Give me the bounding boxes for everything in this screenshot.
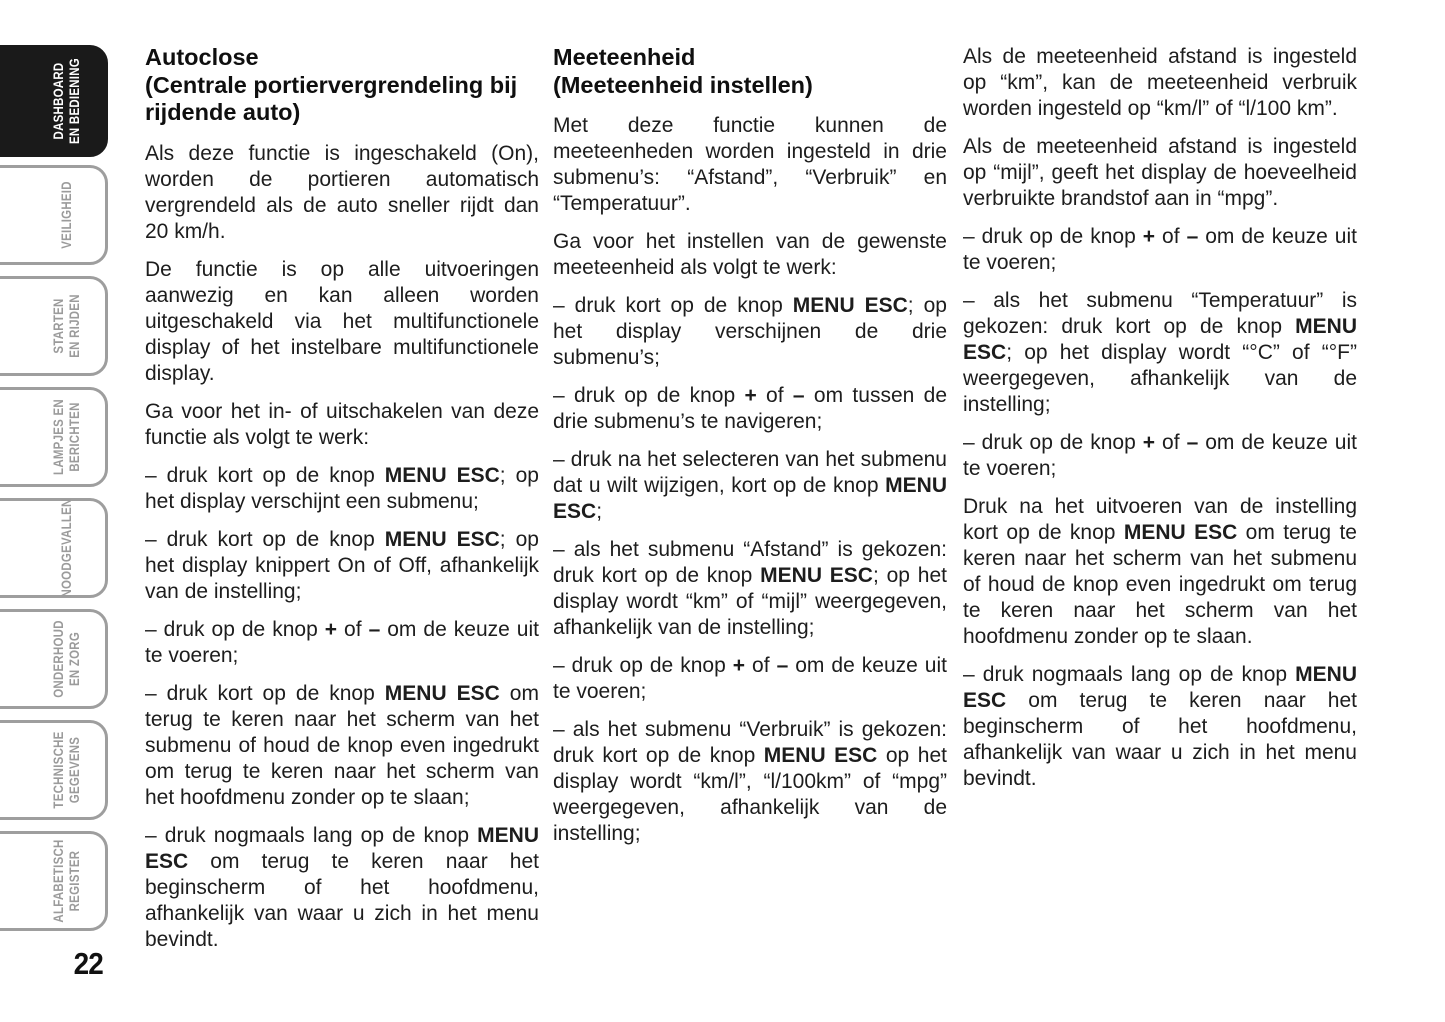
heading-subtitle: (Meeteenheid instellen)	[553, 71, 813, 98]
list-item: – als het submenu “Temperatuur” is gekozen: druk kort op de knop MENU ESC; op het display wordt “°C” of “°F” weergegeven, afhankelijk van de instelling;	[963, 289, 1357, 416]
list-item: – druk nogmaals lang op de knop MENU ESC om terug te keren naar het beginscherm of het hoofdmenu, afhankelijk van waar u zich in het menu bevindt.	[963, 663, 1357, 790]
sidebar-tab-lampjes-en-berichten[interactable]	[0, 387, 108, 487]
page-number: 22	[73, 946, 103, 981]
sidebar-tab-label: DASHBOARD EN BEDIENING	[50, 58, 82, 144]
list-item: – druk kort op de knop MENU ESC; op het display verschijnen de drie submenu’s;	[553, 294, 947, 369]
paragraph: Als deze functie is ingeschakeld (On), worden de portieren automatisch vergrendeld als de auto sneller rijdt dan 20 km/h.	[145, 141, 539, 243]
sidebar-tab-label: ONDERHOUD EN ZORG	[50, 620, 82, 698]
list-item: – druk kort op de knop MENU ESC; op het display verschijnt een submenu;	[145, 463, 539, 513]
sidebar-tab-dashboard-en-bediening[interactable]	[0, 45, 108, 157]
sidebar-tab-label: NOODGEVALLEN	[58, 498, 74, 598]
list-item: – als het submenu “Verbruik” is gekozen: druk kort op de knop MENU ESC op het display wordt “km/l”, “l/100km” of “mpg” weergegeven, afhankelijk van de instelling;	[553, 718, 947, 845]
column-meeteenheid-vervolg	[963, 44, 1357, 804]
column-meeteenheid	[553, 44, 947, 859]
sidebar-tab-noodgevallen[interactable]	[0, 498, 108, 598]
section-heading-meeteenheid	[553, 44, 947, 99]
heading-title: Meeteenheid	[553, 44, 696, 70]
sidebar-tab-label: TECHNISCHE GEGEVENS	[50, 731, 82, 809]
list-item: – druk na het selecteren van het submenu dat u wilt wijzigen, kort op de knop MENU ESC;	[553, 448, 947, 523]
list-item: – druk op de knop + of – om de keuze uit te voeren;	[963, 225, 1357, 274]
list-item: – druk nogmaals lang op de knop MENU ESC om terug te keren naar het beginscherm of het hoofdmenu, afhankelijk van waar u zich in het menu bevindt.	[145, 823, 539, 951]
paragraph: Ga voor het instellen van de gewenste meeteenheid als volgt te werk:	[553, 230, 947, 279]
sidebar-tab-onderhoud-en-zorg[interactable]	[0, 609, 108, 709]
heading-subtitle: (Centrale portiervergrendeling bij rijdende auto)	[145, 71, 518, 125]
paragraph: Als de meeteenheid afstand is ingesteld op “mijl”, geeft het display de hoeveelheid verbruikte brandstof aan in “mpg”.	[963, 135, 1357, 210]
list-item: – druk kort op de knop MENU ESC; op het display knippert On of Off, afhankelijk van de instelling;	[145, 527, 539, 603]
list-item: – als het submenu “Afstand” is gekozen: druk kort op de knop MENU ESC; op het display wordt “km” of “mijl” weergegeven, afhankelijk van de instelling;	[553, 538, 947, 639]
sidebar-tab-alfabetisch-register[interactable]	[0, 831, 108, 931]
paragraph: De functie is op alle uitvoeringen aanwezig en kan alleen worden uitgeschakeld via het multifunctionele display of het instelbare multifunctionele display.	[145, 257, 539, 385]
chapter-tab-rail	[0, 45, 108, 942]
sidebar-tab-label: ALFABETISCH REGISTER	[50, 839, 82, 923]
paragraph: Ga voor het in- of uitschakelen van deze functie als volgt te werk:	[145, 399, 539, 449]
sidebar-tab-label: STARTEN EN RIJDEN	[50, 294, 82, 358]
sidebar-tab-veiligheid[interactable]	[0, 165, 108, 265]
sidebar-tab-label: LAMPJES EN BERICHTEN	[50, 399, 82, 475]
list-item: – druk kort op de knop MENU ESC om terug te keren naar het scherm van het submenu of houd de knop even ingedrukt om terug te keren naar het scherm van het hoofdmenu zonder op te slaan;	[145, 681, 539, 809]
paragraph: Druk na het uitvoeren van de instelling kort op de knop MENU ESC om terug te keren naar het scherm van het submenu of houd de knop even ingedrukt om terug te keren naar het scherm van het hoofdmenu zonder op te slaan.	[963, 495, 1357, 648]
list-item: – druk op de knop + of – om tussen de drie submenu’s te navigeren;	[553, 384, 947, 433]
paragraph: Als de meeteenheid afstand is ingesteld op “km”, kan de meeteenheid verbruik worden ingesteld op “km/l” of “l/100 km”.	[963, 45, 1357, 120]
column-autoclose	[145, 44, 539, 965]
sidebar-tab-technische-gegevens[interactable]	[0, 720, 108, 820]
paragraph: Met deze functie kunnen de meeteenheden worden ingesteld in drie submenu’s: “Afstand”, “Verbruik” en “Temperatuur”.	[553, 114, 947, 215]
section-heading-autoclose	[145, 44, 539, 127]
list-item: – druk op de knop + of – om de keuze uit te voeren;	[963, 431, 1357, 480]
list-item: – druk op de knop + of – om de keuze uit te voeren;	[553, 654, 947, 703]
sidebar-tab-label: VEILIGHEID	[58, 181, 74, 249]
heading-title: Autoclose	[145, 44, 259, 70]
list-item: – druk op de knop + of – om de keuze uit te voeren;	[145, 617, 539, 667]
sidebar-tab-starten-en-rijden[interactable]	[0, 276, 108, 376]
